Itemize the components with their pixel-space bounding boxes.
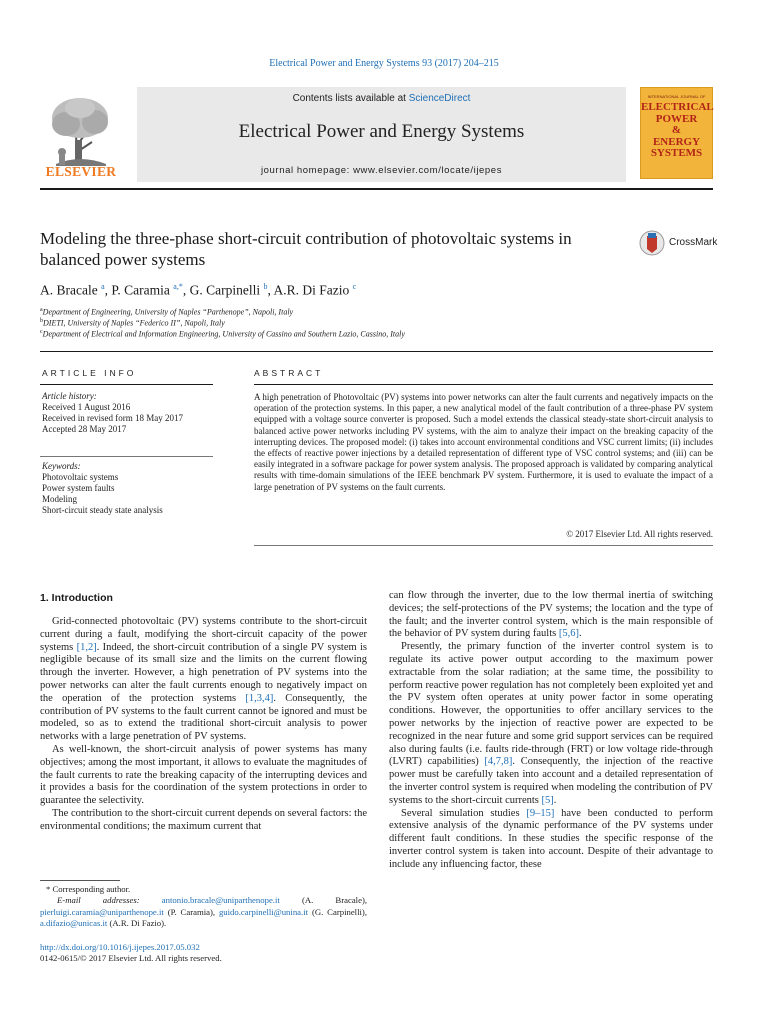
email-owner: (P. Caramia), (163, 906, 219, 917)
paragraph-text: can flow through the inverter, due to the low thermal inertia of switching devices; the self-protections of the PV systems; the location and the type of the fault; and the inverter control system, which is the main responsible of the behavior of PV system during faults (389, 590, 713, 640)
cover-title-line: ELECTRICAL (641, 101, 714, 113)
corresponding-author: * Corresponding author. (46, 884, 131, 894)
author-name: A.R. Di Fazio (273, 282, 350, 298)
history-item: Received 1 August 2016 (42, 402, 131, 412)
citation-link[interactable]: [5,6] (558, 628, 579, 640)
paragraph-text: . Consequently, the injection of the reactive power must be carefully taken into account and a detailed representation of the inverter control system is required when modeling the contribution of PV systems to the short-circuit currents (389, 756, 713, 806)
footnote-rule (40, 880, 120, 881)
elsevier-wordmark: ELSEVIER (45, 164, 117, 179)
history-item: Accepted 28 May 2017 (42, 424, 127, 434)
homepage-url[interactable]: www.elsevier.com/locate/ijepes (353, 165, 503, 176)
paragraph-text: Presently, the primary function of the inverter control system is to regulate its active power output according to the maximum power extractable from the solar radiation; at the same time, the possibility to perform reactive power regulation has not completely been exploited yet and the PV system often operates at unity power factor in some operating conditions. However, the opportunities to offer ancillary services to the power networks by the injection of reactive power are expected to be recognized in the near future and some grid support services can be required also during faults (i.e. faults ride-through (FRT) or low voltage ride-through (LVRT) capabilities) (389, 641, 713, 768)
citation-link[interactable]: [1,2] (76, 641, 97, 653)
paragraph-text: The contribution to the short-circuit current depends on several factors: the environmental conditions; the maximum current that (40, 807, 367, 832)
keywords-label: Keywords: (42, 461, 81, 471)
doi-block (40, 942, 222, 964)
paragraph-text: Several simulation studies (401, 807, 527, 819)
keywords (42, 461, 212, 516)
paragraph-text: As well-known, the short-circuit analysis of power systems has many objectives; among the most important, it allows to evaluate the magnitudes of the fault currents to rate the breaking capacity of the interrupting devices and it provides a basis for the coordination of the system protections in order to guarantee the selectivity. (40, 743, 367, 807)
author-affiliation-mark[interactable]: b (263, 282, 268, 291)
email-owner: (A.R. Di Fazio). (107, 918, 167, 929)
cover-title-line: SYSTEMS (650, 147, 703, 159)
cover-title-line: POWER (655, 112, 698, 125)
crossmark-label: CrossMark (669, 237, 718, 248)
paragraph-text: . (553, 794, 557, 806)
email-link[interactable]: antonio.bracale@uniparthenope.it (161, 895, 280, 906)
paragraph (389, 641, 713, 807)
paragraph-text: have been conducted to perform extensive analysis of the dynamic performance of the PV systems under different fault conditions. In these studies the specific response of the inverter control system is taken into account. Despite of their advantage to include any influencing factor, these (389, 807, 713, 870)
sciencedirect-link[interactable]: ScienceDirect (408, 93, 471, 104)
author-list (40, 282, 720, 299)
info-rule (40, 384, 213, 385)
history-item: Received in revised form 18 May 2017 (42, 413, 183, 423)
email-owner: (G. Carpinelli), (308, 906, 367, 917)
cover-small-text: INTERNATIONAL JOURNAL OF (647, 94, 706, 99)
cover-title-line: & (671, 124, 682, 136)
keyword: Power system faults (42, 483, 115, 493)
paragraph (389, 590, 713, 641)
author-separator: , (267, 282, 274, 298)
affiliation (40, 329, 720, 339)
author-separator: , (104, 282, 112, 298)
info-divider (40, 456, 213, 457)
abstract-rule (254, 384, 713, 385)
journal-cover-thumbnail[interactable] (640, 87, 713, 179)
paragraph-text: . Consequently, the contribution of PV systems to the fault current cannot be ignored and must be modeled, so as to extend the traditional short-circuit analysis to power networks with a large penetration of PV systems. (40, 692, 367, 743)
contents-prefix: Contents lists available at (292, 93, 409, 104)
header-rule (40, 188, 713, 190)
cover-title-line: ENERGY (652, 135, 701, 148)
author-affiliation-mark[interactable]: c (352, 282, 357, 291)
affiliation-text: Department of Electrical and Information Engineering, University of Cassino and Southern Lazio, Cassino, Italy (42, 329, 405, 339)
citation-link[interactable]: [4,7,8] (484, 756, 513, 768)
abstract-text: A high penetration of Photovoltaic (PV) systems into power networks can alter the fault currents and negatively impacts on the operation of the protection systems. In this paper, a new analytical model of the fault contribution of a three-phase PV system equipped with a voltage source converter is proposed. Such a model extends the classical steady-state short-circuit analysis to balanced active power networks including PV systems, with the aim to analyze their impact on the breaking capacity of the interrupting devices. The proposed model: (i) takes into account environmental conditions and VSC current limits; (ii) includes the effects of reactive power injections by a detailed representation of different type of VSC control systems; and (iii) can be easily integrated in a software package for power system analysis. The proposed approach is validated by comparing analytical results with time-domain simulations of the IEEE benchmark PV system. Furthermore, it is used to evaluate the impact of a large penetration of PV systems on the fault currents. (254, 392, 713, 492)
affiliation-mark: b (40, 318, 43, 324)
citation-link[interactable]: [1,3,4] (245, 692, 274, 704)
affiliation (40, 318, 720, 328)
author-affiliation-mark[interactable]: a (101, 282, 105, 291)
affiliation-mark: c (40, 329, 43, 335)
section-heading: 1. Introduction (40, 592, 113, 604)
author-name: G. Carpinelli (189, 282, 261, 298)
paragraph (40, 744, 367, 808)
keyword: Short-circuit steady state analysis (42, 505, 163, 515)
keyword: Photovoltaic systems (42, 472, 119, 482)
homepage-prefix: journal homepage: (260, 165, 354, 176)
journal-title: Electrical Power and Energy Systems (238, 121, 525, 142)
keyword: Modeling (42, 494, 77, 504)
abstract-bottom-rule (254, 545, 713, 546)
footnotes (40, 884, 367, 930)
abstract-copyright: © 2017 Elsevier Ltd. All rights reserved. (566, 529, 713, 539)
email-addresses (40, 895, 367, 929)
body-left-column (40, 616, 367, 834)
crossmark-badge[interactable] (639, 229, 719, 259)
email-link[interactable]: a.difazio@unicas.it (40, 918, 108, 929)
email-link[interactable]: guido.carpinelli@unina.it (218, 906, 309, 917)
section-rule (40, 351, 713, 352)
article-history (42, 391, 212, 435)
abstract-heading: ABSTRACT (254, 368, 324, 378)
author-separator: , (182, 282, 190, 298)
email-label: E-mail addresses: (57, 895, 140, 906)
issn-line: 0142-0615/© 2017 Elsevier Ltd. All rights reserved. (40, 953, 222, 963)
citation-link[interactable]: [5] (541, 794, 554, 806)
paragraph-text: . Indeed, the short-circuit contribution of a single PV system is negligible because of its small size and the limits on the current flowing through the inverter. However, a high penetration of PV systems into the power networks can alter the fault currents enough to negatively impact on the operation of the protection systems (40, 641, 367, 704)
affiliation (40, 307, 720, 317)
affiliation-text: DIETI, University of Naples “Federico II”, Napoli, Italy (43, 318, 225, 328)
contents-line (137, 93, 626, 104)
citation-link[interactable]: [9–15] (526, 807, 555, 819)
paragraph (40, 808, 367, 834)
email-owner: (A. Bracale), (279, 895, 368, 906)
paragraph (389, 808, 713, 872)
author-affiliation-mark[interactable]: a,* (173, 282, 183, 291)
article-title: Modeling the three-phase short-circuit contribution of photovoltaic systems in balanced power systems (40, 229, 572, 269)
affiliation-text: Department of Engineering, University of Naples “Parthenope”, Napoli, Italy (42, 307, 294, 317)
paragraph-text: . (578, 628, 582, 640)
affiliation-mark: a (40, 307, 43, 313)
crossmark-icon (639, 229, 665, 257)
journal-homepage (137, 165, 626, 176)
paragraph-text: Grid-connected photovoltaic (PV) systems contribute to the short-circuit current during a fault, modifying the short-circuit capacity of the power systems (40, 616, 367, 653)
history-label: Article history: (42, 391, 97, 401)
author-name: A. Bracale (40, 282, 98, 298)
journal-citation[interactable]: Electrical Power and Energy Systems 93 (2017) 204–215 (269, 58, 499, 69)
paragraph (40, 616, 367, 744)
author-name: P. Caramia (111, 282, 170, 298)
email-link[interactable]: pierluigi.caramia@uniparthenope.it (40, 906, 164, 917)
doi-link[interactable]: http://dx.doi.org/10.1016/j.ijepes.2017.05.032 (40, 942, 200, 952)
body-right-column (389, 590, 713, 872)
article-info-heading: ARTICLE INFO (42, 368, 137, 378)
cover-title (641, 102, 712, 160)
